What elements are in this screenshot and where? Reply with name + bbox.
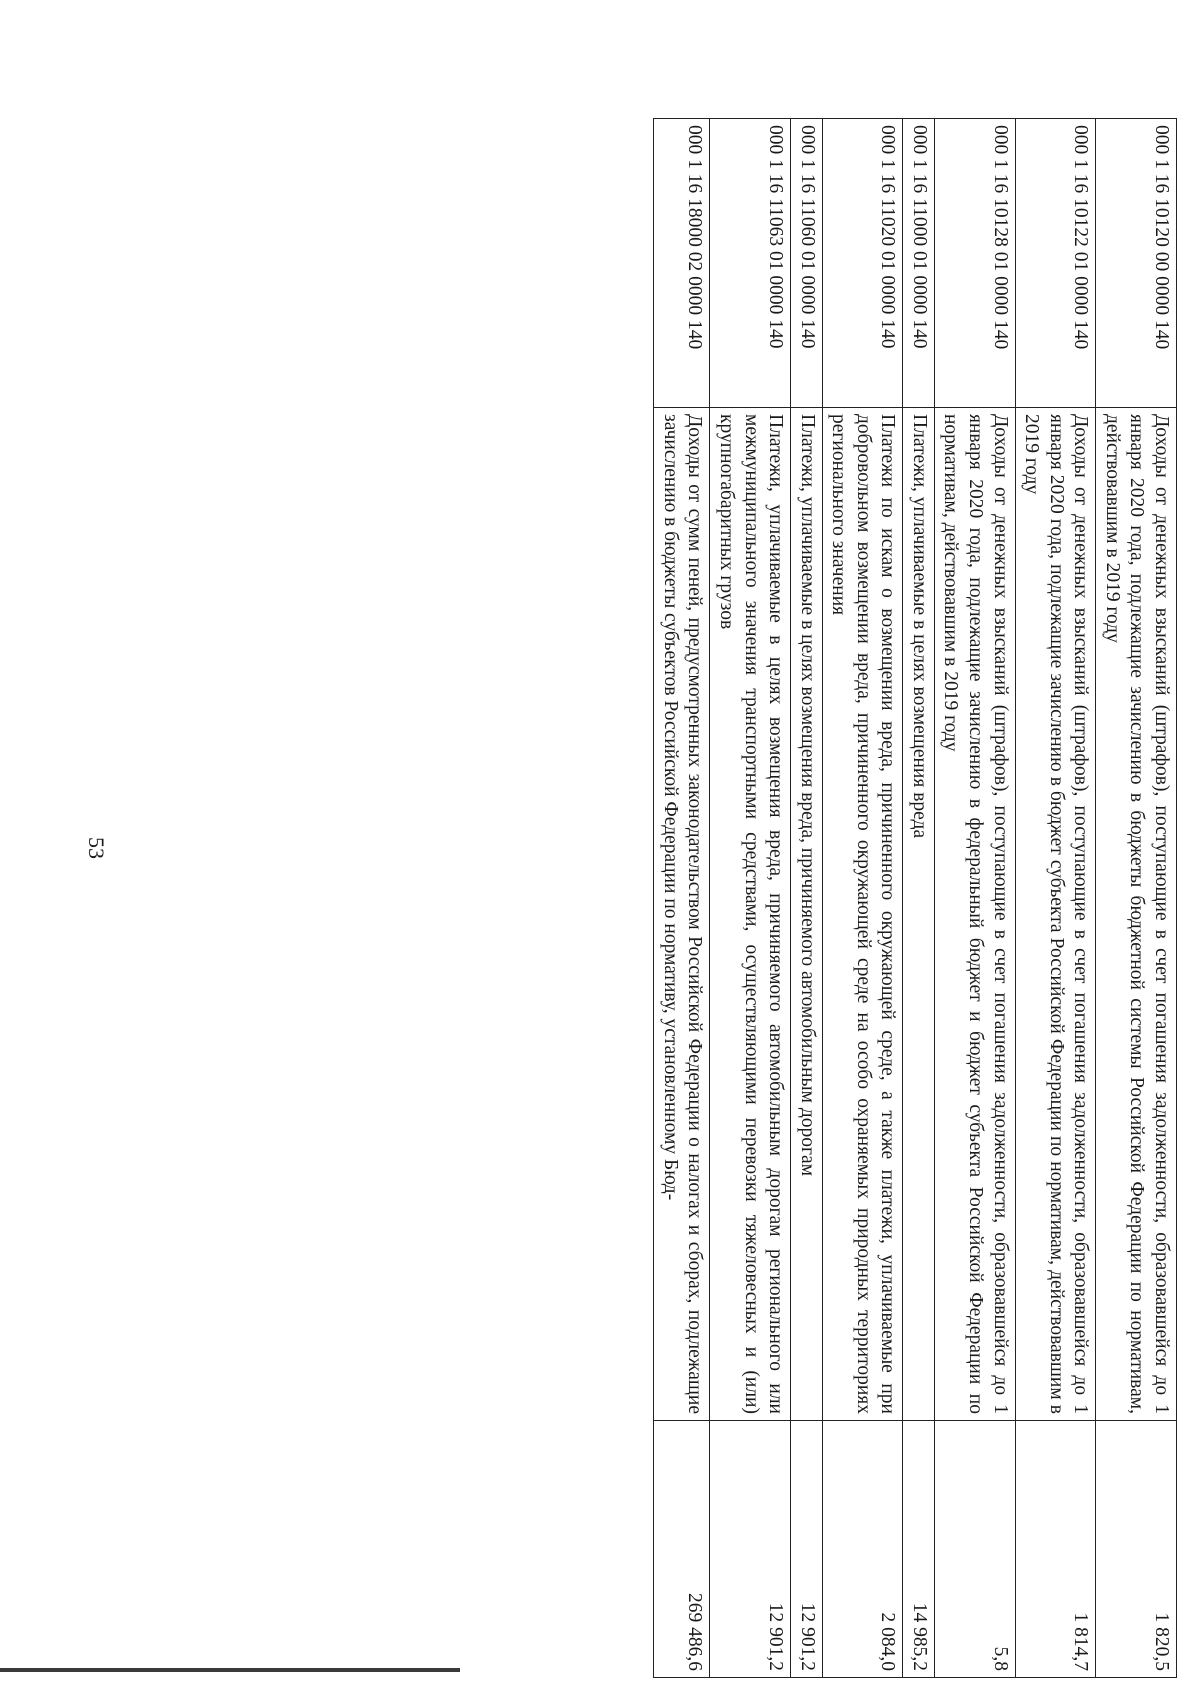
budget-code-cell: 000 1 16 10128 01 0000 140 (934, 119, 1015, 408)
page-number: 53 (84, 837, 109, 859)
amount-cell: 1 820,5 (1096, 1421, 1177, 1678)
budget-code-cell: 000 1 16 11020 01 0000 140 (822, 119, 903, 408)
budget-code-cell: 000 1 16 10122 01 0000 140 (1015, 119, 1096, 408)
scan-edge-line (0, 1668, 460, 1672)
table-row (822, 119, 903, 1678)
amount-cell: 14 985,2 (903, 1421, 935, 1678)
amount-cell: 12 901,2 (791, 1421, 823, 1678)
table-row (903, 119, 935, 1678)
budget-code-cell: 000 1 16 11063 01 0000 140 (710, 119, 791, 408)
budget-code-cell: 000 1 16 11060 01 0000 140 (791, 119, 823, 408)
amount-cell: 12 901,2 (710, 1421, 791, 1678)
rotated-table-container (197, 118, 1177, 1671)
table-row (654, 119, 710, 1678)
amount-cell: 5,8 (934, 1421, 1015, 1678)
budget-revenue-table (653, 118, 1177, 1678)
revenue-name-cell: Платежи по искам о возмещении вреда, причиненного окружающей среде, а также платежи, уплачиваемые при добровольном возмещении вреда, причиненного окружающей среде на особо охраняемых природных территориях регионального значения (822, 408, 903, 1421)
budget-code-cell: 000 1 16 18000 02 0000 140 (654, 119, 710, 408)
revenue-name-cell: Платежи, уплачиваемые в целях возмещения вреда, причиняемого автомобильным дорогам (791, 408, 823, 1421)
table-row (1096, 119, 1177, 1678)
revenue-name-cell: Платежи, уплачиваемые в целях возмещения вреда, причиняемого автомобильным дорогам регионального или межмуниципального значения транспортными средствами, осуществляющими перевозки тяжеловесных и (или) крупногабаритных грузов (710, 408, 791, 1421)
revenue-name-cell: Доходы от денежных взысканий (штрафов), поступающие в счет погашения задолженности, образовавшейся до 1 января 2020 года, подлежащие зачислению в бюджеты бюджетной системы Российской Федерации по нормативам, действовавшим в 2019 году (1096, 408, 1177, 1421)
table-row (934, 119, 1015, 1678)
amount-cell: 1 814,7 (1015, 1421, 1096, 1678)
budget-code-cell: 000 1 16 10120 00 0000 140 (1096, 119, 1177, 408)
revenue-name-cell: Доходы от сумм пеней, предусмотренных законодательством Российской Федерации о налогах и сборах, подлежащие зачислению в бюджеты субъектов Российской Федерации по нормативу, установленному Бюд- (654, 408, 710, 1421)
table-row (1015, 119, 1096, 1678)
revenue-name-cell: Платежи, уплачиваемые в целях возмещения вреда (903, 408, 935, 1421)
revenue-name-cell: Доходы от денежных взысканий (штрафов), поступающие в счет погашения задолженности, образовавшейся до 1 января 2020 года, подлежащие зачислению в федеральный бюджет и бюджет субъекта Российской Федерации по нормативам, действовавшим в 2019 году (934, 408, 1015, 1421)
budget-code-cell: 000 1 16 11000 01 0000 140 (903, 119, 935, 408)
amount-cell: 269 486,6 (654, 1421, 710, 1678)
revenue-name-cell: Доходы от денежных взысканий (штрафов), поступающие в счет погашения задолженности, образовавшейся до 1 января 2020 года, подлежащие зачислению в бюджет субъекта Российской Федерации по нормативам, действовавшим в 2019 году (1015, 408, 1096, 1421)
table-row (791, 119, 823, 1678)
table-row (710, 119, 791, 1678)
amount-cell: 2 084,0 (822, 1421, 903, 1678)
